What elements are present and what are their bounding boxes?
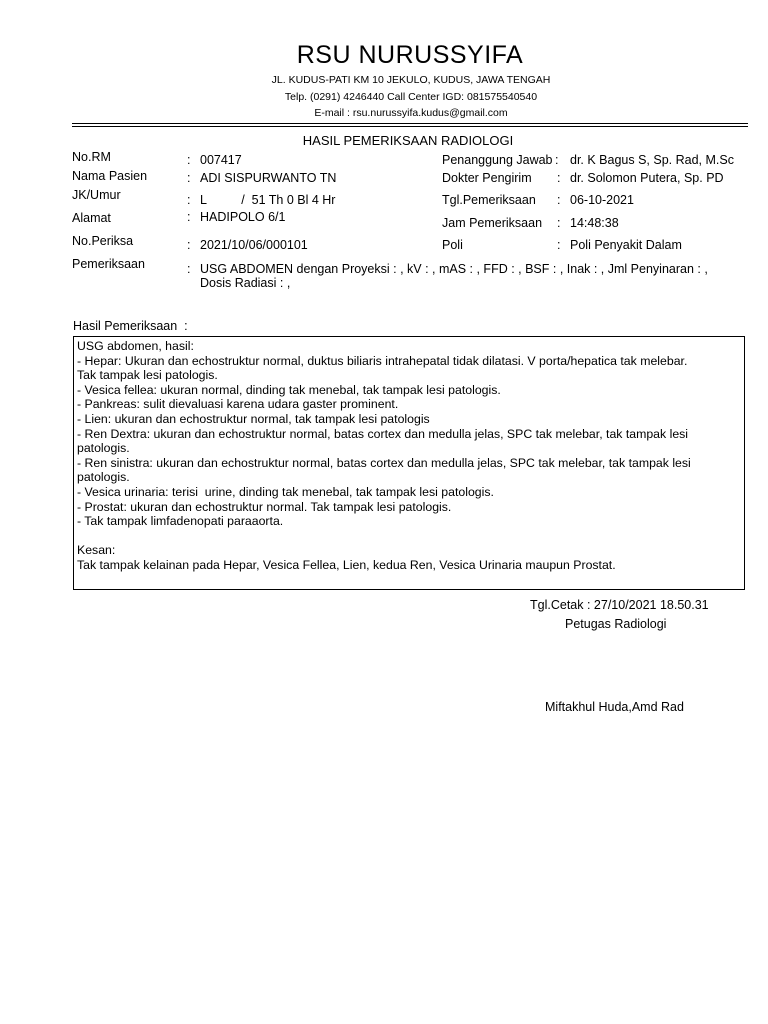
poli-label: Poli [442, 238, 463, 252]
no-periksa-colon: : [187, 238, 191, 252]
penanggung-jawab-value: dr. K Bagus S, Sp. Rad, M.Sc [570, 153, 734, 167]
alamat-value: HADIPOLO 6/1 [200, 210, 286, 224]
hasil-pemeriksaan-box [73, 336, 745, 590]
nama-pasien-label: Nama Pasien [72, 169, 148, 183]
tgl-pemeriksaan-label: Tgl.Pemeriksaan [442, 193, 536, 207]
penanggung-jawab-colon: : [555, 153, 559, 167]
jk-umur-colon: : [187, 193, 191, 207]
no-rm-label: No.RM [72, 150, 111, 164]
dokter-pengirim-value: dr. Solomon Putera, Sp. PD [570, 171, 724, 185]
tgl-pemeriksaan-value: 06-10-2021 [570, 193, 634, 207]
no-periksa-value: 2021/10/06/000101 [200, 238, 308, 252]
nama-pasien-value: ADI SISPURWANTO TN [200, 171, 337, 185]
jam-pemeriksaan-label: Jam Pemeriksaan [442, 216, 543, 230]
no-periksa-label: No.Periksa [72, 234, 134, 248]
report-title: HASIL PEMERIKSAAN RADIOLOGI [302, 133, 514, 148]
tgl-pemeriksaan-colon: : [557, 193, 561, 207]
pemeriksaan-value-line1: USG ABDOMEN dengan Proyeksi : , kV : , mAS : , FFD : , BSF : , Inak : , Jml Penyinaran : , [200, 262, 708, 276]
poli-colon: : [557, 238, 561, 252]
jam-pemeriksaan-colon: : [557, 216, 561, 230]
jk-umur-value: L / 51 Th 0 Bl 4 Hr [200, 193, 336, 207]
alamat-colon: : [187, 210, 191, 224]
jam-pemeriksaan-value: 14:48:38 [570, 216, 619, 230]
hospital-email: E-mail : rsu.nurussyifa.kudus@gmail.com [314, 107, 508, 119]
penanggung-jawab-label: Penanggung Jawab [442, 153, 553, 167]
jk-umur-label: JK/Umur [72, 188, 121, 202]
dokter-pengirim-colon: : [557, 171, 561, 185]
hasil-pemeriksaan-text: USG abdomen, hasil: - Hepar: Ukuran dan echostruktur normal, duktus biliaris intrahepatal tidak dilatasi. V porta/hepatica tak melebar. Tak tampak lesi patologis. - Vesica fellea: ukuran normal, dinding tak menebal, tak tampak lesi patologis. - Pankreas: sulit dievaluasi karena udara gaster prominent. - Lien: ukuran dan echostruktur normal, tak tampak lesi patologis - Ren Dextra: ukuran dan echostruktur normal, batas cortex dan medulla jelas, SPC tak melebar, tak tampak lesi patologis. - Ren sinistra: ukuran dan echostruktur normal, batas cortex dan medulla jelas, SPC tak melebar, tak tampak lesi patologis. - Vesica urinaria: terisi urine, dinding tak menebal, tak tampak lesi patologis. - Prostat: ukuran dan echostruktur normal. Tak tampak lesi patologis. - Tak tampak limfadenopati paraaorta. Kesan: Tak tampak kelainan pada Hepar, Vesica Fellea, Lien, kedua Ren, Vesica Urinaria maupun Prostat. [77, 339, 691, 572]
no-rm-value: 007417 [200, 153, 242, 167]
pemeriksaan-value-line2: Dosis Radiasi : , [200, 276, 291, 290]
hasil-pemeriksaan-label: Hasil Pemeriksaan : [73, 319, 188, 333]
alamat-label: Alamat [72, 211, 111, 225]
no-rm-colon: : [187, 153, 191, 167]
header-divider-thin [72, 126, 748, 127]
petugas-radiologi-name: Miftakhul Huda,Amd Rad [545, 700, 684, 714]
dokter-pengirim-label: Dokter Pengirim [442, 171, 532, 185]
hospital-name: RSU NURUSSYIFA [296, 41, 524, 69]
hospital-phone: Telp. (0291) 4246440 Call Center IGD: 081575540540 [284, 91, 538, 103]
hospital-address: JL. KUDUS-PATI KM 10 JEKULO, KUDUS, JAWA TENGAH [271, 74, 551, 86]
tanggal-cetak: Tgl.Cetak : 27/10/2021 18.50.31 [530, 598, 709, 612]
pemeriksaan-colon: : [187, 262, 191, 276]
pemeriksaan-label: Pemeriksaan [72, 257, 145, 271]
poli-value: Poli Penyakit Dalam [570, 238, 682, 252]
header-divider-thick [72, 123, 748, 124]
petugas-radiologi-label: Petugas Radiologi [565, 617, 667, 631]
nama-pasien-colon: : [187, 171, 191, 185]
